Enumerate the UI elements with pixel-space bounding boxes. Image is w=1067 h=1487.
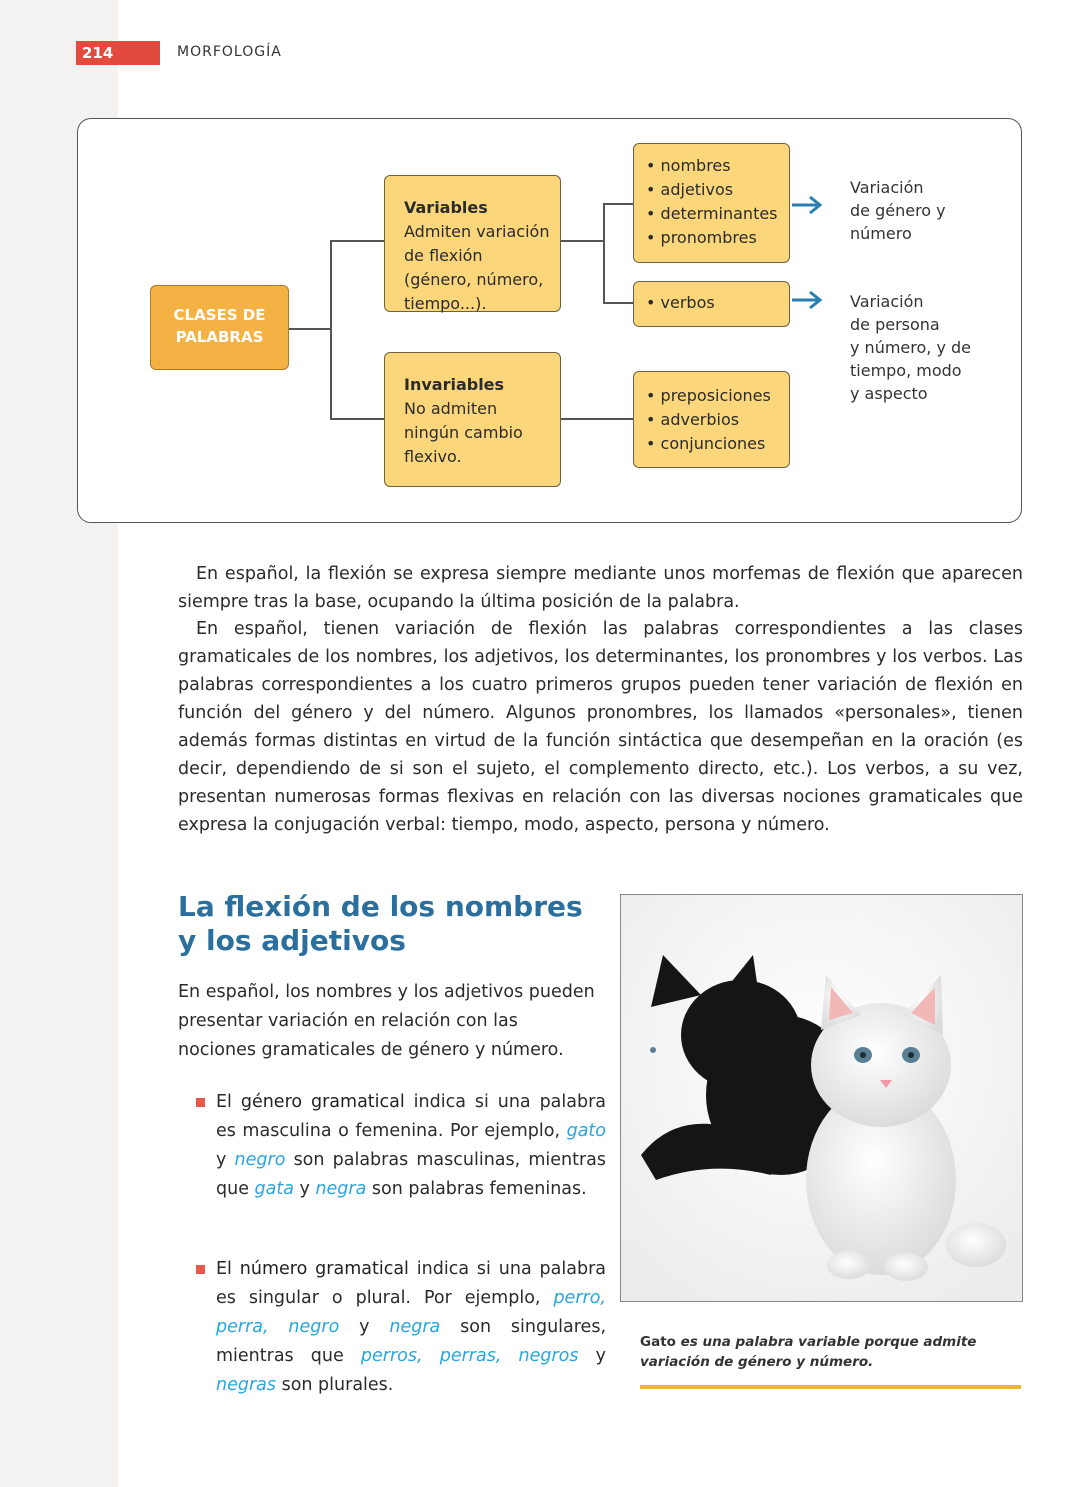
running-head: MORFOLOGÍA bbox=[177, 44, 282, 60]
arrow-right-icon bbox=[792, 194, 826, 216]
invariables-title: Invariables bbox=[404, 375, 505, 394]
caption-rest: es una palabra variable porque admite variación de género y número. bbox=[640, 1334, 977, 1370]
bullet-square-icon bbox=[196, 1265, 205, 1274]
list-item: • nombres bbox=[646, 154, 789, 178]
caption-rule bbox=[640, 1385, 1021, 1389]
note-line: de persona bbox=[850, 315, 940, 334]
bullet-text: son palabras femeninas. bbox=[366, 1179, 587, 1199]
heading-line-1: La flexión de los nombres bbox=[178, 890, 583, 923]
note-verbs bbox=[850, 290, 1000, 405]
bullet-text: El bbox=[216, 1092, 241, 1112]
connector-root-vertical bbox=[330, 240, 332, 418]
example-word: perros, perras, negros bbox=[360, 1346, 579, 1366]
note-line: tiempo, modo bbox=[850, 361, 962, 380]
page-number: 214 bbox=[76, 41, 160, 65]
list-item: • pronombres bbox=[646, 226, 789, 250]
bullet-text: son singulares, mientras que bbox=[216, 1317, 607, 1366]
section-intro: En español, los nombres y los adjetivos pueden presentar variación en relación con las nociones gramaticales de género y número. bbox=[178, 982, 595, 1060]
list-item: • determinantes bbox=[646, 202, 789, 226]
kittens-photo bbox=[620, 894, 1023, 1302]
list-item: • preposiciones bbox=[646, 384, 789, 408]
list-item: • adverbios bbox=[646, 408, 789, 432]
root-label: CLASES DE PALABRAS bbox=[173, 306, 266, 346]
note-line: número bbox=[850, 224, 912, 243]
example-word: negras bbox=[216, 1375, 277, 1395]
list-item: • conjunciones bbox=[646, 432, 789, 456]
bullet-gender bbox=[196, 1088, 606, 1204]
invariable-list bbox=[646, 384, 789, 456]
example-word: perro, perra, bbox=[216, 1288, 606, 1337]
note-line: Variación bbox=[850, 178, 924, 197]
bullet-text: indica si una palabra es singular o plural. Por ejemplo, bbox=[216, 1259, 607, 1308]
bullet-text: El bbox=[216, 1259, 240, 1279]
example-word: negra bbox=[315, 1179, 367, 1199]
connector-root bbox=[289, 328, 331, 330]
heading-line-2: y los adjetivos bbox=[178, 924, 406, 957]
invariables-node bbox=[384, 352, 561, 487]
connector-variables-vertical bbox=[603, 203, 605, 303]
bullet-square-icon bbox=[196, 1098, 205, 1107]
gender-number-list bbox=[646, 154, 789, 250]
connector-to-verbs-group bbox=[603, 302, 634, 304]
bullet-text bbox=[269, 1317, 289, 1337]
kittens-illustration bbox=[621, 895, 1022, 1301]
connector-to-invariable-group bbox=[561, 418, 634, 420]
photo-caption bbox=[640, 1332, 1012, 1372]
example-word: negro bbox=[234, 1150, 286, 1170]
example-word: gato bbox=[566, 1121, 606, 1141]
list-item: • verbos bbox=[646, 291, 789, 315]
root-node bbox=[150, 285, 289, 370]
variables-title: Variables bbox=[404, 198, 488, 217]
note-line: de género y bbox=[850, 201, 946, 220]
body-paragraph-1: En español, la flexión se expresa siempre mediante unos morfemas de flexión que aparecen siempre tras la base, ocupando la última posición de la palabra. bbox=[178, 564, 1023, 612]
example-word: gata bbox=[254, 1179, 294, 1199]
connector-to-variables bbox=[330, 240, 384, 242]
term-number: número gramatical bbox=[239, 1259, 409, 1279]
bullet-number bbox=[196, 1255, 606, 1400]
bullet-text: y bbox=[293, 1179, 316, 1199]
body-paragraph-2: En español, tienen variación de flexión las palabras correspondientes a las clases gramaticales de los nombres, los adjetivos, los determinantes, los pronombres y los verbos. Las palabras correspondientes a los cuatro primeros grupos pueden tener variación de flexión en función del género y del número. Algunos pronombres, los llamados «personales», tienen además formas distintas en virtud de la función sintáctica que desempeñan en la oración (es decir, dependiendo de si son el sujeto, el complemento directo, etc.). Los verbos, a su vez, presentan numerosas formas flexivas en relación con las diversas nociones gramaticales que expresa la conjugación verbal: tiempo, modo, aspecto, persona y número. bbox=[178, 619, 1023, 835]
bullet-text: son plurales. bbox=[276, 1375, 394, 1395]
verbs-list bbox=[646, 291, 789, 315]
note-line: Variación bbox=[850, 292, 924, 311]
example-word: negro bbox=[288, 1317, 340, 1337]
variables-text: Admiten variación de flexión (género, número, tiempo...). bbox=[404, 222, 550, 313]
connector-variables-out bbox=[561, 240, 604, 242]
note-line: y aspecto bbox=[850, 384, 928, 403]
bullet-text: y bbox=[339, 1317, 390, 1337]
section-heading bbox=[178, 890, 598, 958]
term-gender: género gramatical bbox=[240, 1092, 405, 1112]
invariable-group-node bbox=[633, 371, 790, 468]
bullet-text: y bbox=[578, 1346, 607, 1366]
arrow-right-icon bbox=[792, 289, 826, 311]
bullet-text: y bbox=[216, 1150, 235, 1170]
variables-node bbox=[384, 175, 561, 312]
connector-to-gender-group bbox=[603, 203, 634, 205]
invariables-text: No admiten ningún cambio flexivo. bbox=[404, 399, 523, 466]
bullet-text: indica si una palabra es masculina o femenina. Por ejemplo, bbox=[216, 1092, 607, 1141]
gender-number-group-node bbox=[633, 143, 790, 263]
connector-to-invariables bbox=[330, 418, 384, 420]
note-gender-number bbox=[850, 176, 1000, 245]
example-word: negra bbox=[389, 1317, 441, 1337]
list-item: • adjetivos bbox=[646, 178, 789, 202]
note-line: y número, y de bbox=[850, 338, 972, 357]
verbs-group-node bbox=[633, 281, 790, 327]
bullet-text: son palabras masculinas, mientras que bbox=[216, 1150, 607, 1199]
caption-lead: Gato bbox=[640, 1334, 676, 1350]
